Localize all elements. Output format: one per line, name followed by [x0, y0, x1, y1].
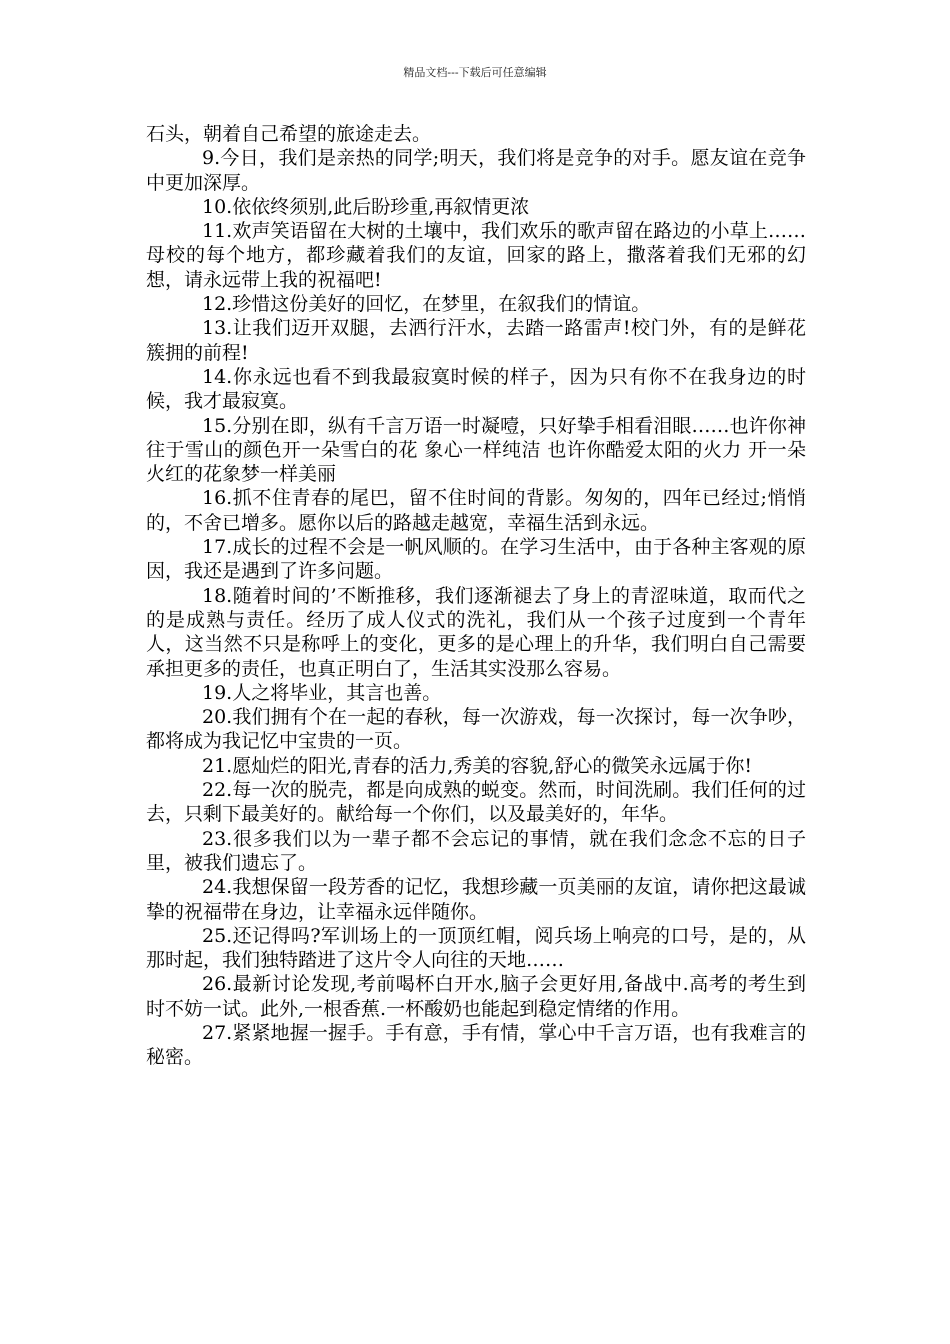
paragraph-item-23: 23.很多我们以为一辈子都不会忘记的事情，就在我们念念不忘的日子里，被我们遗忘了。 [146, 827, 806, 874]
paragraph-item-14: 14.你永远也看不到我最寂寞时候的样子，因为只有你不在我身边的时候，我才最寂寞。 [146, 365, 806, 413]
paragraph-item-19: 19.人之将毕业，其言也善。 [202, 681, 442, 704]
paragraph-item-27: 27.紧紧地握一握手。手有意，手有情，掌心中千言万语，也有我难言的秘密。 [146, 1021, 806, 1069]
paragraph-item-9: 9.今日，我们是亲热的同学;明天，我们将是竞争的对手。愿友谊在竞争中更加深厚。 [146, 147, 806, 194]
paragraph-item-24: 24.我想保留一段芳香的记忆，我想珍藏一页美丽的友谊，请你把这最诚挚的祝福带在身边，让幸福永远伴随你。 [146, 876, 806, 923]
paragraph-item-11: 11.欢声笑语留在大树的土壤中，我们欢乐的歌声留在路边的小草上……母校的每个地方，都珍藏着我们的友谊，回家的路上，撒落着我们无邪的幻想，请永远带上我的祝福吧! [146, 220, 806, 291]
paragraph-item-21: 21.愿灿烂的阳光,青春的活力,秀美的容貌,舒心的微笑永远属于你! [202, 754, 752, 777]
paragraph-item-13: 13.让我们迈开双腿，去洒行汗水，去踏一路雷声!校门外，有的是鲜花簇拥的前程! [146, 317, 806, 364]
paragraph-item-20: 20.我们拥有个在一起的春秋，每一次游戏，每一次探讨，每一次争吵，都将成为我记忆中宝贵的一页。 [146, 706, 806, 753]
paragraph-item-18: 18.随着时间的’不断推移，我们逐渐褪去了身上的青涩味道，取而代之的是成熟与责任。经历了成人仪式的洗礼，我们从一个孩子过度到一个青年人，这当然不只是称呼上的变化，更多的是心理上的升华，我们明白自己需要承担更多的责任，也真正明白了，生活其实没那么容易。 [146, 584, 806, 680]
document-body [146, 122, 806, 1070]
paragraph-item-12: 12.珍惜这份美好的回忆，在梦里，在叙我们的情谊。 [202, 293, 651, 316]
paragraph-item-22: 22.每一次的脱壳，都是向成熟的蜕变。然而，时间洗刷。我们任何的过去，只剩下最美好的。献给每一个你们，以及最美好的，年华。 [146, 779, 806, 826]
paragraph-continuation: 石头，朝着自己希望的旅途走去。 [146, 123, 432, 145]
paragraph-item-17: 17.成长的过程不会是一帆风顺的。在学习生活中，由于各种主客观的原因，我还是遇到了许多问题。 [146, 536, 806, 583]
paragraph-item-16: 16.抓不住青春的尾巴，留不住时间的背影。匆匆的，四年已经过;悄悄的，不舍已增多。愿你以后的路越走越宽，幸福生活到永远。 [146, 487, 806, 534]
paragraph-item-26: 26.最新讨论发现,考前喝杯白开水,脑子会更好用,备战中.高考的考生到时不妨一试。此外,一根香蕉.一杯酸奶也能起到稳定情绪的作用。 [146, 973, 806, 1020]
paragraph-item-25: 25.还记得吗?军训场上的一顶顶红帽，阅兵场上响亮的口号，是的，从那时起，我们独特踏进了这片令人向往的天地…… [146, 924, 806, 972]
page-header: 精品文档---下载后可任意编辑 [403, 66, 547, 79]
paragraph-item-10: 10.依依终须别,此后盼珍重,再叙情更浓 [202, 195, 530, 218]
paragraph-item-15: 15.分别在即，纵有千言万语一时凝噎，只好挚手相看泪眼……也许你神往于雪山的颜色开一朵雪白的花 象心一样纯洁 也许你酷爱太阳的火力 开一朵火红的花象梦一样美丽 [146, 414, 806, 486]
